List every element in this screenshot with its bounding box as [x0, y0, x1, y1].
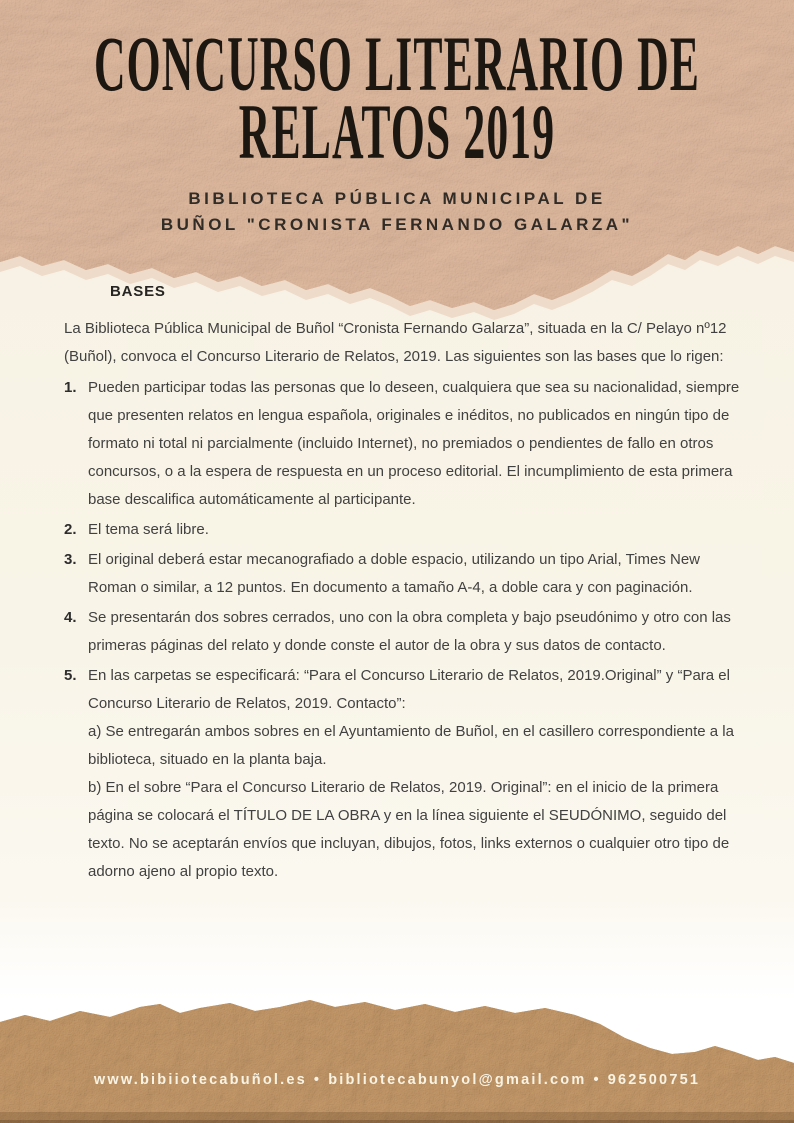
- base-text: Se presentarán dos sobres cerrados, uno con la obra completa y bajo pseudónimo y otro con las primeras páginas del relato y donde conste el autor de la obra y sus datos de contacto.: [88, 609, 731, 654]
- base-number: 2.: [64, 521, 77, 538]
- email-text: bibliotecabunyol@gmail.com: [328, 1072, 587, 1088]
- page-title: [5, 20, 789, 175]
- base-text-group: [88, 662, 740, 886]
- phone-text: 962500751: [607, 1072, 701, 1088]
- base-text: El tema será libre.: [88, 521, 209, 538]
- base-number: 4.: [64, 609, 77, 626]
- page-subtitle-line2: BUÑOL "CRONISTA FERNANDO GALARZA": [160, 215, 634, 234]
- base-text: El original deberá estar mecanografiado a doble espacio, utilizando un tipo Arial, Times New Roman o similar, a 12 puntos. En documento a tamaño A-4, a doble cara y con paginación.: [88, 551, 701, 596]
- separator-dot: •: [593, 1072, 601, 1088]
- bases-list: [64, 374, 740, 886]
- base-text: Pueden participar todas las personas que lo deseen, cualquiera que sea su nacionalidad, siempre que presenten relatos en lengua española, originales e inéditos, no publicados en ningún tipo de formato ni total ni parcialmente (incluido Internet), no premiados o pendientes de fallo en otros concursos, o a la espera de respuesta en un proceso editorial. El incumplimiento de esta primera base descalifica automáticamente al participante.: [88, 379, 740, 508]
- page-title-line2: RELATOS 2019: [238, 88, 556, 175]
- base-item-1: [64, 374, 740, 514]
- base-item-5: [64, 662, 740, 886]
- website-text: www.bibiiotecabuñol.es: [93, 1072, 307, 1088]
- base-number: 3.: [64, 551, 77, 568]
- footer-paper-grain: [0, 1000, 794, 1123]
- base-number: 5.: [64, 667, 77, 684]
- base-number: 1.: [64, 379, 77, 396]
- base-item-3: [64, 546, 740, 602]
- intro-paragraph: La Biblioteca Pública Municipal de Buñol “Cronista Fernando Galarza”, situada en la C/ Pelayo nº12 (Buñol), convoca el Concurso Literario de Relatos, 2019. Las siguientes son las bases que lo rigen:: [64, 320, 727, 365]
- page-subtitle: [0, 186, 794, 238]
- page-title-line1: CONCURSO LITERARIO DE: [93, 20, 701, 107]
- sub-item-b: b) En el sobre “Para el Concurso Literario de Relatos, 2019. Original”: en el inicio de la primera página se colocará el TÍTULO DE LA OBRA y en la línea siguiente el SEUDÓNIMO, seguido del texto. No se aceptarán envíos que incluyan, dibujos, fotos, links externos o cualquier otro tipo de adorno ajeno al propio texto.: [88, 779, 730, 880]
- document-body: [64, 315, 740, 886]
- separator-dot: •: [313, 1072, 322, 1088]
- base-text: En las carpetas se especificará: “Para el Concurso Literario de Relatos, 2019.Original” y “Para el Concurso Literario de Relatos, 2019. Contacto”:: [88, 667, 730, 712]
- sub-item-a: a) Se entregarán ambos sobres en el Ayuntamiento de Buñol, en el casillero correspondiente a la biblioteca, situado en la planta baja.: [88, 723, 734, 768]
- page-subtitle-line1: BIBLIOTECA PÚBLICA MUNICIPAL DE: [188, 189, 606, 208]
- footer-contact: [0, 1072, 794, 1088]
- base-item-4: [64, 604, 740, 660]
- bases-heading: BASES: [110, 283, 166, 300]
- base-item-2: [64, 516, 740, 544]
